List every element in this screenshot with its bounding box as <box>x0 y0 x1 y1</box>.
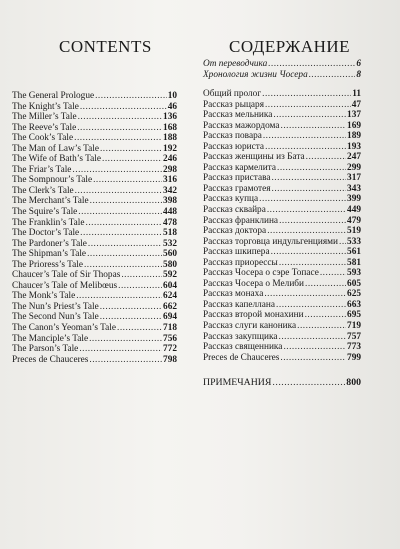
toc-title: Рассказ приорессы <box>203 257 278 268</box>
toc-page: 449 <box>347 205 361 216</box>
toc-title: The Prioress’s Tale <box>12 259 83 270</box>
toc-row <box>203 163 361 174</box>
toc-row <box>12 102 177 113</box>
dot-leader <box>273 110 346 121</box>
toc-title: Рассказ повара <box>203 131 262 142</box>
dot-leader <box>305 310 346 321</box>
toc-row <box>203 226 361 237</box>
toc-row <box>12 291 177 302</box>
dot-leader <box>90 196 162 207</box>
toc-page: 772 <box>163 344 177 355</box>
toc-row <box>12 175 177 186</box>
dot-leader <box>117 323 162 334</box>
toc-row <box>12 207 177 218</box>
toc-page: 247 <box>347 152 361 163</box>
dot-leader <box>89 355 162 366</box>
toc-row <box>203 237 361 248</box>
toc-title: Рассказ рыцаря <box>203 99 264 110</box>
toc-title: The Sompnour’s Tale <box>12 175 93 186</box>
toc-title: The Pardoner’s Tale <box>12 238 87 249</box>
toc-title: Preces de Chauceres <box>203 352 280 363</box>
dot-leader <box>265 142 346 153</box>
toc-page: 533 <box>347 236 361 247</box>
toc-page: 560 <box>163 249 177 260</box>
toc-title: Рассказ юриста <box>203 141 265 152</box>
dot-leader <box>264 289 346 300</box>
toc-title: The Wife of Bath’s Tale <box>12 154 101 165</box>
dot-leader <box>121 270 162 281</box>
toc-title: The Shipman’s Tale <box>12 249 87 260</box>
toc-title: The Canon’s Yeoman’s Tale <box>12 323 117 334</box>
dot-leader <box>280 353 346 364</box>
toc-title: Рассказ второй монахини <box>203 310 304 321</box>
dot-leader <box>102 154 162 165</box>
dot-leader <box>87 249 162 260</box>
dot-leader <box>79 344 162 355</box>
toc-page: 192 <box>163 143 177 154</box>
dot-leader <box>283 342 346 353</box>
toc-page: 246 <box>163 154 177 165</box>
russian-contents-list <box>203 89 361 363</box>
dot-leader <box>74 133 162 144</box>
toc-title: The Second Nun’s Tale <box>12 312 99 323</box>
dot-leader <box>86 218 163 229</box>
toc-title: Рассказ грамотея <box>203 183 271 194</box>
toc-page: 169 <box>347 120 361 131</box>
dot-leader <box>267 205 346 216</box>
dot-leader <box>89 334 162 345</box>
dot-leader <box>93 175 162 186</box>
toc-row <box>203 152 361 163</box>
toc-row <box>12 144 177 155</box>
toc-title: Preces de Chauceres <box>12 354 89 365</box>
toc-page: 342 <box>163 185 177 196</box>
toc-title: Рассказ священника <box>203 342 283 353</box>
toc-page: 694 <box>163 312 177 323</box>
dot-leader <box>279 216 346 227</box>
toc-page: 798 <box>163 354 177 365</box>
toc-row <box>12 165 177 176</box>
toc-page: 317 <box>347 173 361 184</box>
toc-row <box>12 270 177 281</box>
toc-title: Рассказ мажордома <box>203 120 280 131</box>
toc-title: Хронология жизни Чосера <box>203 69 308 80</box>
toc-page: 604 <box>163 280 177 291</box>
toc-page: 10 <box>167 91 177 101</box>
toc-row <box>12 154 177 165</box>
dot-leader <box>80 228 162 239</box>
dot-leader <box>320 268 346 279</box>
dot-leader <box>339 237 346 248</box>
dot-leader <box>263 131 346 142</box>
toc-row <box>203 121 361 132</box>
toc-row <box>203 247 361 258</box>
toc-page: 719 <box>347 321 361 332</box>
toc-page: 189 <box>347 131 361 142</box>
toc-page: 580 <box>163 259 177 270</box>
toc-page: 581 <box>347 257 361 268</box>
dot-leader <box>78 207 162 218</box>
toc-row <box>203 310 361 321</box>
toc-title: ПРИМЕЧАНИЯ <box>203 377 272 388</box>
toc-title: Общий пролог <box>203 89 262 99</box>
toc-row <box>203 279 361 290</box>
toc-page: 695 <box>347 310 361 321</box>
toc-page: 625 <box>347 289 361 300</box>
toc-row <box>12 281 177 292</box>
toc-title: Рассказ доктора <box>203 226 267 237</box>
toc-page: 592 <box>163 270 177 281</box>
dot-leader <box>80 102 167 113</box>
preface-list <box>203 59 361 80</box>
toc-title: The Knight’s Tale <box>12 101 79 112</box>
toc-page: 799 <box>347 352 361 363</box>
dot-leader <box>305 279 346 290</box>
toc-page: 519 <box>347 226 361 237</box>
toc-row <box>203 258 361 269</box>
toc-page: 136 <box>163 112 177 123</box>
toc-row <box>203 332 361 343</box>
toc-page: 478 <box>163 217 177 228</box>
toc-title: The Reeve’s Tale <box>12 122 77 133</box>
toc-row <box>12 186 177 197</box>
toc-title: The Franklin’s Tale <box>12 217 85 228</box>
toc-page: 479 <box>347 215 361 226</box>
toc-title: Рассказ слуги каноника <box>203 321 297 332</box>
toc-row <box>203 142 361 153</box>
toc-page: 47 <box>351 99 361 110</box>
toc-row <box>203 216 361 227</box>
toc-page: 532 <box>163 238 177 249</box>
toc-title: The Nun’s Priest’s Tale <box>12 301 99 312</box>
toc-title: Chaucer’s Tale of Sir Thopas <box>12 270 121 281</box>
toc-title: Рассказ шкипера <box>203 247 270 258</box>
toc-row <box>203 289 361 300</box>
toc-title: От переводчика <box>203 59 268 69</box>
toc-page: 137 <box>347 110 361 121</box>
toc-title: Рассказ Чосера о Мелиби <box>203 278 304 289</box>
dot-leader <box>281 121 347 132</box>
toc-title: The Parson’s Tale <box>12 344 79 355</box>
toc-row <box>12 334 177 345</box>
toc-page: 46 <box>167 101 177 112</box>
toc-title: The Friar’s Tale <box>12 164 72 175</box>
dot-leader <box>271 247 346 258</box>
toc-title: Рассказ женщины из Бата <box>203 152 305 163</box>
toc-title: Рассказ купца <box>203 194 259 205</box>
toc-row <box>12 196 177 207</box>
dot-leader <box>277 163 346 174</box>
toc-row <box>203 100 361 111</box>
dot-leader <box>77 123 162 134</box>
toc-row <box>12 260 177 271</box>
toc-title: Рассказ сквайра <box>203 205 266 216</box>
soderzhanie-heading: СОДЕРЖАНИЕ <box>229 37 351 56</box>
dot-leader <box>259 194 346 205</box>
english-contents-list <box>12 91 177 365</box>
toc-row <box>203 184 361 195</box>
toc-page: 316 <box>163 175 177 186</box>
toc-title: The Doctor’s Tale <box>12 228 80 239</box>
dot-leader <box>78 112 162 123</box>
toc-row <box>12 302 177 313</box>
dot-leader <box>100 312 162 323</box>
toc-title: Chaucer’s Tale of Melibœus <box>12 280 118 291</box>
toc-row <box>203 342 361 353</box>
dot-leader <box>100 144 162 155</box>
toc-page: 561 <box>347 247 361 258</box>
toc-row <box>12 344 177 355</box>
toc-page: 448 <box>163 207 177 218</box>
toc-title: The General Prologue <box>12 91 95 101</box>
dot-leader <box>306 152 346 163</box>
toc-row <box>203 353 361 364</box>
toc-row <box>12 133 177 144</box>
toc-row <box>203 378 361 389</box>
toc-row <box>203 110 361 121</box>
toc-page: 718 <box>163 323 177 334</box>
toc-page: 193 <box>347 141 361 152</box>
dot-leader <box>76 291 162 302</box>
dot-leader <box>118 281 162 292</box>
toc-title: Рассказ закупщика <box>203 331 278 342</box>
toc-page: 663 <box>347 299 361 310</box>
toc-title: Рассказ монаха <box>203 289 264 300</box>
toc-row <box>203 59 361 70</box>
toc-row <box>203 194 361 205</box>
toc-title: The Squire’s Tale <box>12 207 78 218</box>
toc-title: Рассказ кармелита <box>203 162 276 173</box>
toc-row <box>203 321 361 332</box>
toc-title: Рассказ Чосера о сэре Топасе <box>203 268 319 279</box>
dot-leader <box>276 300 346 311</box>
toc-row <box>203 131 361 142</box>
toc-title: Рассказ франклина <box>203 215 279 226</box>
toc-page: 624 <box>163 291 177 302</box>
toc-title: Рассказ торговца индульгенциями <box>203 236 339 247</box>
contents-heading: CONTENTS <box>59 37 152 56</box>
toc-title: The Monk’s Tale <box>12 291 76 302</box>
dot-leader <box>268 59 355 70</box>
dot-leader <box>72 165 162 176</box>
toc-page: 188 <box>163 133 177 144</box>
dot-leader <box>75 186 162 197</box>
toc-page: 773 <box>347 342 361 353</box>
toc-row <box>12 323 177 334</box>
dot-leader <box>95 91 167 102</box>
toc-title: Рассказ капеллана <box>203 299 276 310</box>
toc-row <box>12 355 177 366</box>
toc-page: 299 <box>347 162 361 173</box>
toc-page: 605 <box>347 278 361 289</box>
toc-page: 518 <box>163 228 177 239</box>
dot-leader <box>272 378 345 389</box>
toc-row <box>203 300 361 311</box>
toc-page: 343 <box>347 183 361 194</box>
toc-page: 6 <box>356 59 361 69</box>
toc-page: 757 <box>347 331 361 342</box>
toc-row <box>203 268 361 279</box>
toc-page: 168 <box>163 122 177 133</box>
toc-page: 593 <box>347 268 361 279</box>
toc-page: 8 <box>356 69 361 80</box>
toc-title: The Man of Law’s Tale <box>12 143 99 154</box>
dot-leader <box>100 302 162 313</box>
dot-leader <box>88 239 162 250</box>
dot-leader <box>279 332 347 343</box>
notes-entry <box>203 378 361 389</box>
dot-leader <box>271 173 346 184</box>
toc-title: Рассказ пристава <box>203 173 271 184</box>
toc-row <box>203 89 361 100</box>
dot-leader <box>309 70 356 81</box>
toc-row <box>12 112 177 123</box>
toc-title: The Manciple’s Tale <box>12 333 89 344</box>
toc-page: 298 <box>163 164 177 175</box>
toc-row <box>203 70 361 81</box>
toc-page: 398 <box>163 196 177 207</box>
toc-row <box>12 91 177 102</box>
dot-leader <box>272 184 347 195</box>
dot-leader <box>84 260 162 271</box>
toc-page: 800 <box>346 377 361 388</box>
toc-row <box>12 228 177 239</box>
toc-row <box>12 249 177 260</box>
toc-title: The Clerk’s Tale <box>12 185 74 196</box>
dot-leader <box>265 100 351 111</box>
toc-row <box>12 123 177 134</box>
dot-leader <box>279 258 346 269</box>
toc-row <box>12 239 177 250</box>
toc-row <box>203 205 361 216</box>
toc-row <box>12 218 177 229</box>
toc-row <box>203 173 361 184</box>
toc-row <box>12 312 177 323</box>
dot-leader <box>297 321 346 332</box>
toc-page: 756 <box>163 333 177 344</box>
toc-page: 11 <box>352 89 361 99</box>
toc-title: The Merchant’s Tale <box>12 196 89 207</box>
toc-title: The Miller’s Tale <box>12 112 77 123</box>
toc-page: 662 <box>163 301 177 312</box>
toc-title: Рассказ мельника <box>203 110 273 121</box>
toc-page: 399 <box>347 194 361 205</box>
dot-leader <box>262 89 351 100</box>
dot-leader <box>267 226 346 237</box>
toc-title: The Cook’s Tale <box>12 133 74 144</box>
